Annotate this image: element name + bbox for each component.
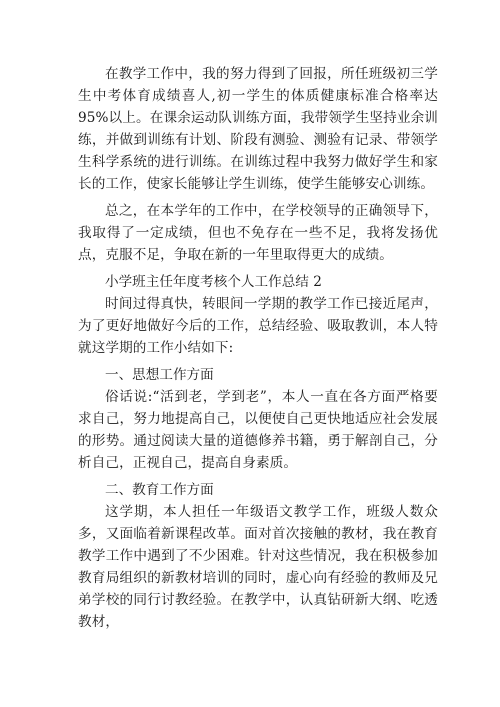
paragraph-education: 这学期，本人担任一年级语文教学工作，班级人数众多，又面临着新课程改革。面对首次接触的教材，我在教育教学工作中遇到了不少困难。针对这些情况，我在积极参加教育局组织的新教材培训的同时，虚心向有经验的教师及兄弟学校的同行讨教经验。在教学中，认真钻研新大纲、吃透教材， (78, 504, 438, 630)
paragraph-intro: 时间过得真快，转眼间一学期的教学工作已接近尾声，为了更好地做好今后的工作，总结经验、吸取教训，本人特就这学期的工作小结如下: (78, 296, 438, 356)
paragraph-teaching-results: 在教学工作中，我的努力得到了回报，所任班级初三学生中考体育成绩喜人,初一学生的体质健康标准合格率达95%以上。在课余运动队训练方面，我带领学生坚持业余训练，并做到训练有计划、阶段有测验、测验有记录、带领学生科学系统的进行训练。在训练过程中我努力做好学生和家长的工作，使家长能够让学生训练，使学生能够安心训练。 (78, 66, 438, 192)
heading-education: 二、教育工作方面 (105, 482, 214, 498)
heading-ideology: 一、思想工作方面 (105, 367, 214, 383)
document-body (78, 63, 438, 633)
paragraph-ideology: 俗话说:“活到老，学到老”，本人一直在各方面严格要求自己，努力地提高自己，以便使自己更快地适应社会发展的形势。通过阅读大量的道德修养书籍，勇于解剖自己，分析自己，正视自己，提高自身素质。 (78, 389, 438, 471)
paragraph-summary: 总之，在本学年的工作中，在学校领导的正确领导下，我取得了一定成绩，但也不免存在一些不足，我将发扬优点，克服不足，争取在新的一年里取得更大的成绩。 (78, 203, 438, 263)
section-title: 小学班主任年度考核个人工作总结 2 (105, 274, 322, 290)
